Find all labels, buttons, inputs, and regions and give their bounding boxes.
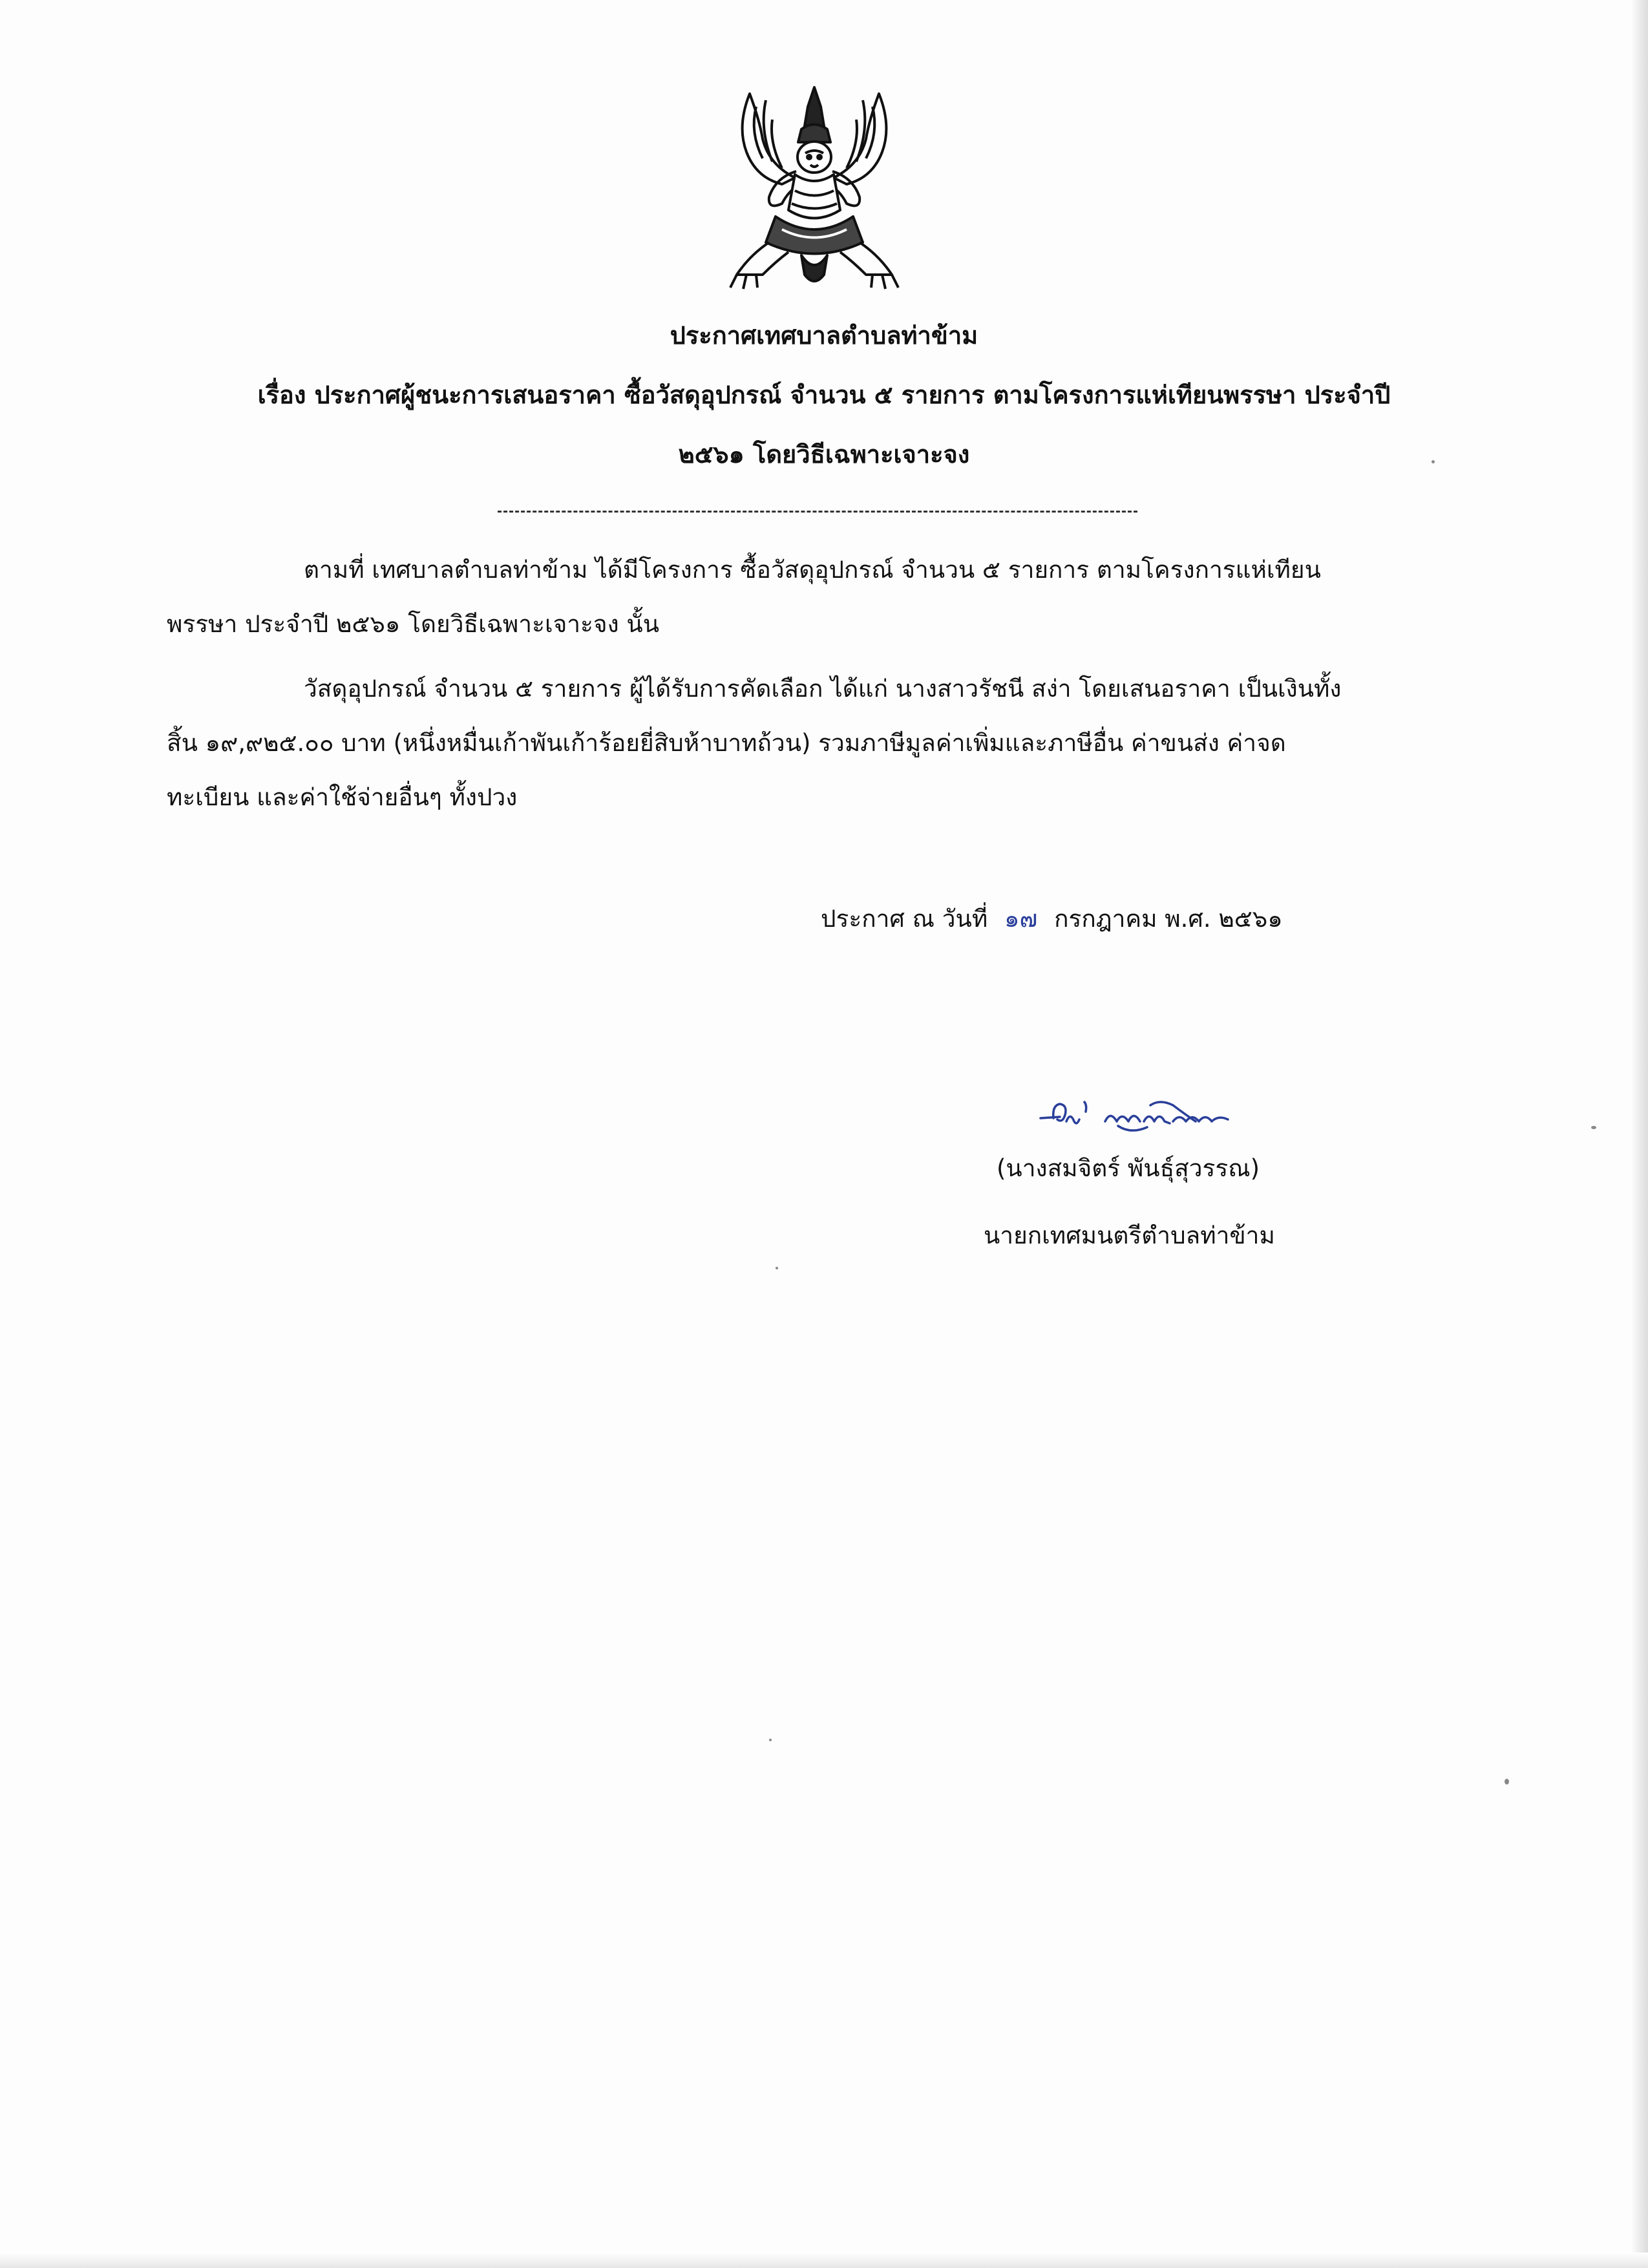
scan-speck bbox=[776, 1267, 778, 1269]
scan-speck bbox=[1431, 460, 1435, 463]
signatory-position: นายกเทศมนตรีตำบลท่าข้าม bbox=[984, 1222, 1275, 1249]
paragraph-2-line-1: วัสดุอุปกรณ์ จำนวน ๕ รายการ ผู้ได้รับการคัดเลือก ได้แก่ นางสาวรัชนี สง่า โดยเสนอราคา เป็นเงินทั้ง bbox=[304, 675, 1342, 703]
scan-edge-right bbox=[1630, 0, 1648, 2268]
date-prefix: ประกาศ ณ วันที่ bbox=[821, 905, 988, 933]
scan-speck bbox=[1505, 1779, 1509, 1785]
subject-line-2: ๒๕๖๑ โดยวิธีเฉพาะเจาะจง bbox=[678, 440, 970, 469]
signatory-name: (นางสมจิตร์ พันธุ์สุวรรณ) bbox=[997, 1154, 1260, 1182]
date-month-year: กรกฎาคม พ.ศ. ๒๕๖๑ bbox=[1054, 905, 1283, 933]
paragraph-2-line-3: ทะเบียน และค่าใช้จ่ายอื่นๆ ทั้งปวง bbox=[167, 783, 518, 811]
announcement-title: ประกาศเทศบาลตำบลท่าข้าม bbox=[670, 321, 978, 350]
subject-line-1: เรื่อง ประกาศผู้ชนะการเสนอราคา ซื้อวัสดุอุปกรณ์ จำนวน ๕ รายการ ตามโครงการแห่เทียนพรรษา ประจำปี bbox=[257, 381, 1391, 409]
dashed-divider bbox=[498, 511, 1137, 513]
scan-edge-bottom bbox=[0, 2252, 1648, 2268]
paragraph-1-line-2: พรรษา ประจำปี ๒๕๖๑ โดยวิธีเฉพาะเจาะจง นั้น bbox=[167, 610, 660, 638]
scan-speck bbox=[1591, 1126, 1596, 1129]
paragraph-1-line-1: ตามที่ เทศบาลตำบลท่าข้าม ได้มีโครงการ ซื้อวัสดุอุปกรณ์ จำนวน ๕ รายการ ตามโครงการแห่เทียน bbox=[304, 556, 1321, 584]
handwritten-signature bbox=[1034, 1086, 1247, 1144]
garuda-emblem bbox=[711, 81, 918, 301]
announcement-date bbox=[821, 900, 1283, 938]
date-day: ๑๗ bbox=[1004, 905, 1038, 933]
paragraph-2-line-2: สิ้น ๑๙,๙๒๕.๐๐ บาท (หนึ่งหมื่นเก้าพันเก้าร้อยยี่สิบห้าบาทถ้วน) รวมภาษีมูลค่าเพิ่มและภาษีอื่น ค่าขนส่ง ค่าจด bbox=[167, 729, 1286, 757]
scan-speck bbox=[769, 1739, 772, 1741]
